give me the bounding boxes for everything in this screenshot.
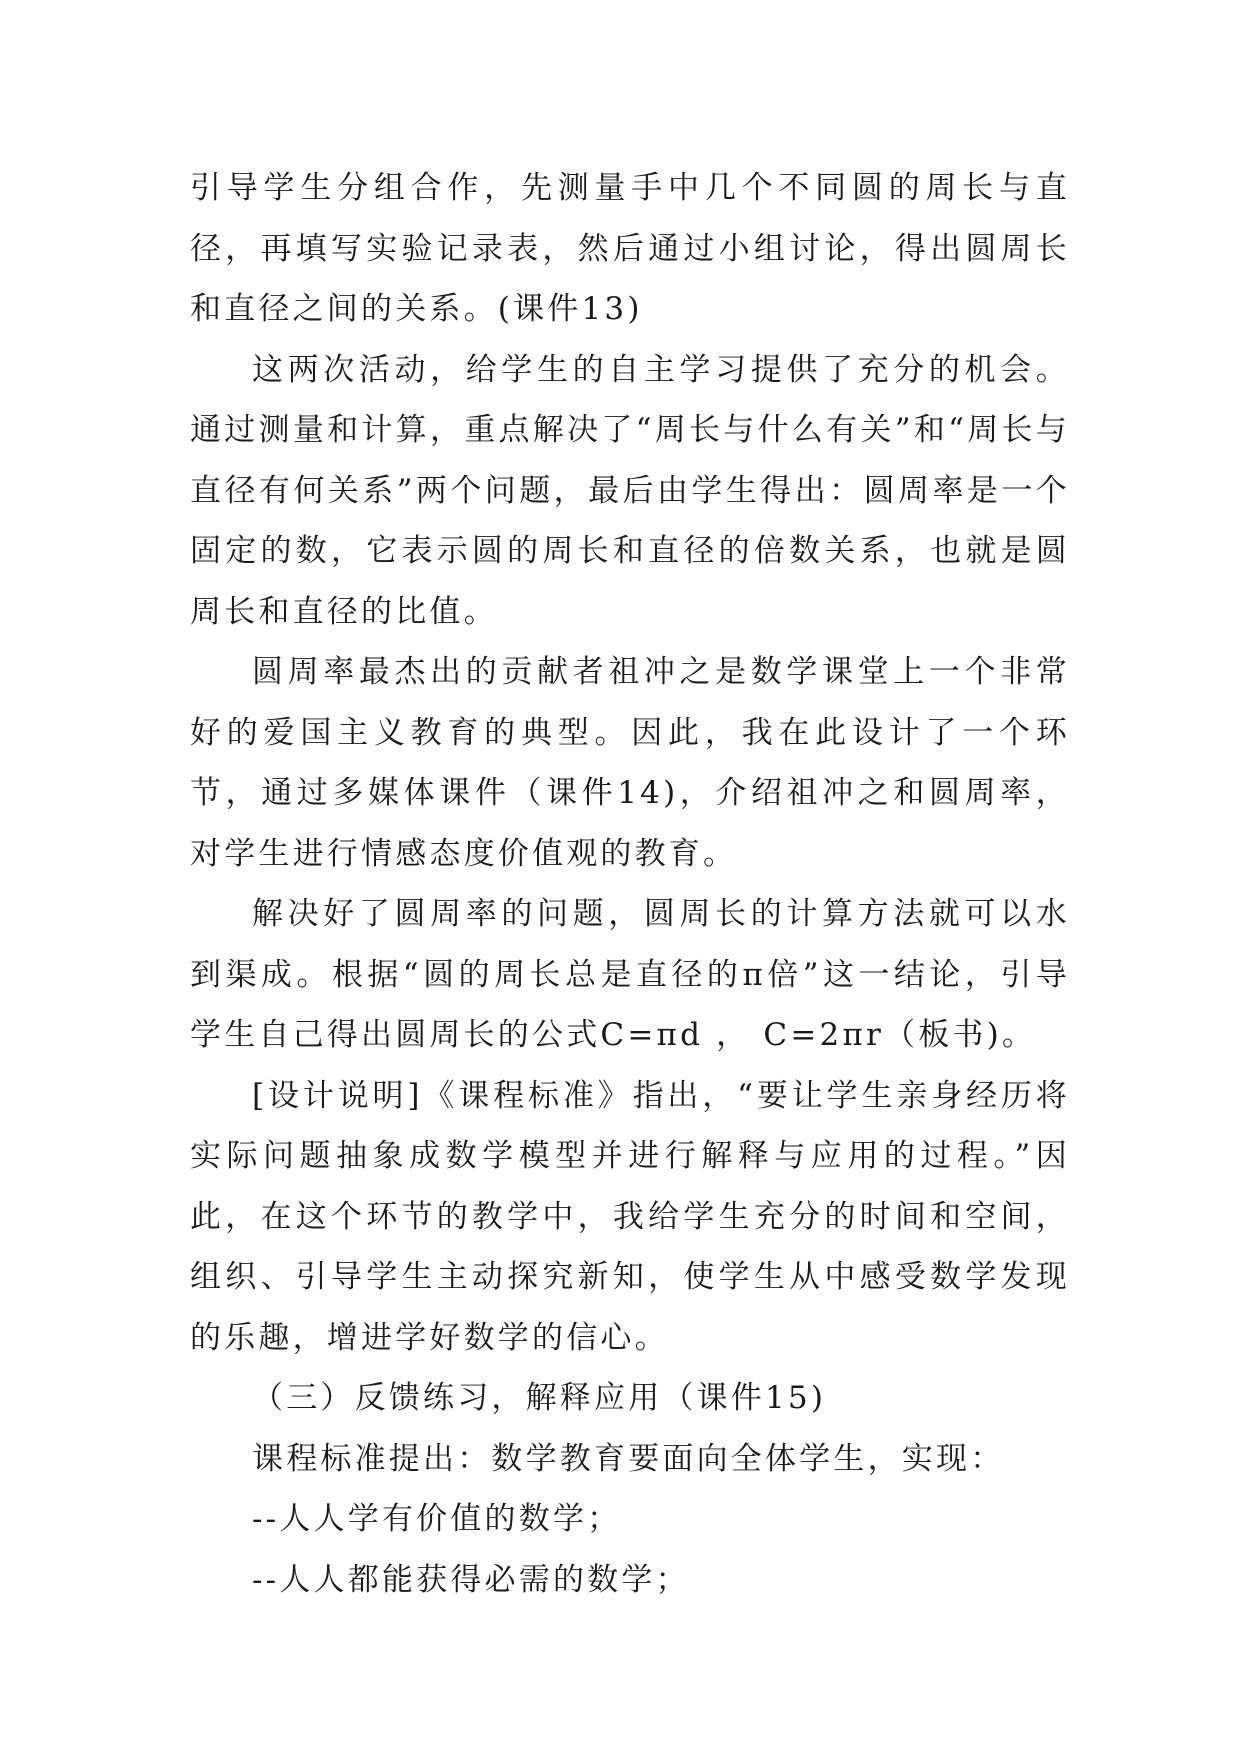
document-body: [190, 158, 1070, 1610]
section-heading: （三）反馈练习，解释应用（课件15): [252, 1380, 827, 1416]
intro-line: 课程标准提出：数学教育要面向全体学生，实现：: [252, 1440, 1005, 1477]
paragraph-activities: 这两次活动，给学生的自主学习提供了充分的机会。通过测量和计算，重点解决了“周长与什么有关”和“周长与直径有何关系”两个问题，最后由学生得出：圆周率是一个固定的数，它表示圆的周长和直径的倍数关系，也就是圆周长和直径的比值。: [190, 351, 1070, 630]
paragraph-design-note: [设计说明]《课程标准》指出，“要让学生亲身经历将实际问题抽象成数学模型并进行解释与应用的过程。”因此，在这个环节的教学中，我给学生充分的时间和空间，组织、引导学生主动探究新知，使学生从中感受数学发现的乐趣，增进学好数学的信心。: [190, 1077, 1070, 1356]
paragraph-zu-chongzhi: 圆周率最杰出的贡献者祖冲之是数学课堂上一个非常好的爱国主义教育的典型。因此，我在此设计了一个环节，通过多媒体课件（课件14)，介绍祖冲之和圆周率，对学生进行情感态度价值观的教育。: [190, 654, 1070, 872]
list-item: --人人都能获得必需的数学；: [252, 1561, 690, 1598]
paragraph-formula: 解决好了圆周率的问题，圆周长的计算方法就可以水到渠成。根据“圆的周长总是直径的π倍”这一结论，引导学生自己得出圆周长的公式C=πd ， C=2πr（板书)。: [190, 896, 1070, 1053]
paragraph-continuation: 引导学生分组合作，先测量手中几个不同圆的周长与直径，再填写实验记录表，然后通过小组讨论，得出圆周长和直径之间的关系。(课件13): [190, 170, 1070, 327]
list-item: --人人学有价值的数学；: [252, 1501, 622, 1537]
